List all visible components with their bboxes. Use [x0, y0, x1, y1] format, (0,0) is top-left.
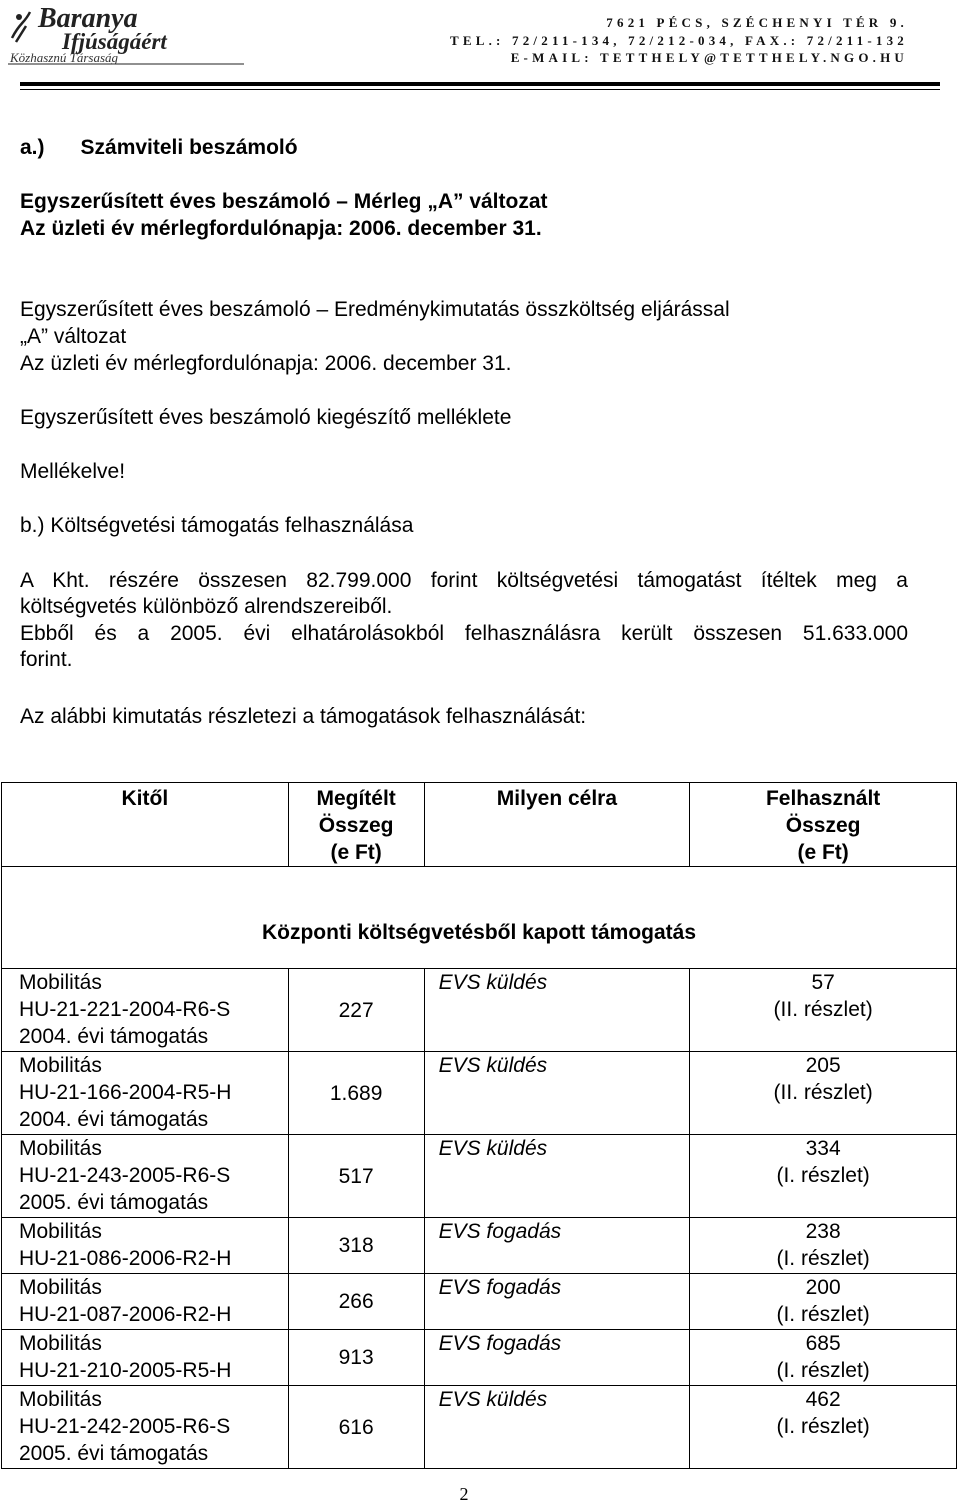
from-line: HU-21-242-2005-R6-S [19, 1415, 231, 1438]
from-line: 2005. évi támogatás [19, 1191, 209, 1214]
used-amount: 57 [811, 971, 835, 994]
section-a-heading [20, 135, 298, 161]
used-amount: 685 [805, 1332, 841, 1355]
header-granted [288, 783, 424, 867]
contact-block [450, 14, 908, 67]
paragraph-2-line-2: forint. [20, 648, 73, 671]
address-line: 7621 PÉCS, SZÉCHENYI TÉR 9. [606, 15, 908, 30]
logo-line-1: Baranya [38, 3, 138, 34]
used-amount: 334 [805, 1137, 841, 1160]
section-title-cell: Központi költségvetésből kapott támogatás [2, 867, 957, 969]
header-purpose: Milyen célra [424, 783, 690, 867]
table-row [2, 1330, 957, 1386]
header-rule-thick [20, 82, 940, 86]
granted-cell: 1.689 [288, 1052, 424, 1135]
granted-cell: 318 [288, 1218, 424, 1274]
income-statement-variant: „A” változat [20, 325, 127, 348]
granted-cell: 227 [288, 969, 424, 1052]
granted-cell: 913 [288, 1330, 424, 1386]
paragraph-1-line-1: A Kht. részére összesen 82.799.000 forint költségvetési támogatást ítéltek meg a [20, 569, 908, 592]
purpose-cell: EVS küldés [424, 1386, 690, 1469]
from-line: 2004. évi támogatás [19, 1108, 209, 1131]
supplement-title: Egyszerűsített éves beszámoló kiegészítő melléklete [20, 406, 512, 429]
header-used-line-3: (e Ft) [797, 841, 849, 864]
from-line: HU-21-086-2006-R2-H [19, 1247, 232, 1270]
granted-cell: 616 [288, 1386, 424, 1469]
from-line: Mobilitás [19, 1137, 102, 1160]
purpose-cell: EVS küldés [424, 969, 690, 1052]
table-row [2, 1218, 957, 1274]
from-line: 2005. évi támogatás [19, 1442, 209, 1465]
from-line: Mobilitás [19, 1388, 102, 1411]
used-amount: 238 [805, 1220, 841, 1243]
used-note: (II. részlet) [773, 998, 873, 1021]
income-statement-title: Egyszerűsített éves beszámoló – Eredménykimutatás összköltség eljárással [20, 298, 730, 321]
logo-line-2: Ifjúságáért [62, 29, 167, 54]
header-granted-line-1: Megítélt [316, 787, 396, 810]
attached-note: Mellékelve! [20, 460, 126, 483]
purpose-cell: EVS küldés [424, 1052, 690, 1135]
header-rule-thin [20, 89, 940, 90]
from-line: HU-21-210-2005-R5-H [19, 1359, 232, 1382]
table-row [2, 1052, 957, 1135]
used-amount: 205 [805, 1054, 841, 1077]
used-note: (I. részlet) [776, 1303, 870, 1326]
purpose-cell: EVS fogadás [424, 1330, 690, 1386]
used-note: (I. részlet) [776, 1164, 870, 1187]
from-line: HU-21-243-2005-R6-S [19, 1164, 231, 1187]
header-used-line-1: Felhasznált [765, 787, 881, 810]
from-line: Mobilitás [19, 1220, 102, 1243]
used-amount: 462 [805, 1388, 841, 1411]
table-row [2, 1135, 957, 1218]
section-title-row [2, 867, 957, 969]
from-line: HU-21-166-2004-R5-H [19, 1081, 232, 1104]
used-note: (I. részlet) [776, 1247, 870, 1270]
paragraph-2-line-1: Ebből és a 2005. évi elhatárolásokból felhasználásra került összesen 51.633.000 [20, 622, 908, 645]
used-note: (I. részlet) [776, 1359, 870, 1382]
section-b-title: b.) Költségvetési támogatás felhasználása [20, 514, 414, 537]
paragraph-1-line-2: költségvetés különböző alrendszereiből. [20, 595, 393, 618]
page-number: 2 [459, 1484, 469, 1504]
balance-sheet-title: Egyszerűsített éves beszámoló – Mérleg „A” változat [20, 190, 548, 213]
header-used [690, 783, 957, 867]
granted-cell: 517 [288, 1135, 424, 1218]
header-granted-line-2: Összeg [318, 814, 394, 837]
used-note: (I. részlet) [776, 1415, 870, 1438]
purpose-cell: EVS fogadás [424, 1218, 690, 1274]
purpose-cell: EVS fogadás [424, 1274, 690, 1330]
section-a-marker: a.) [20, 136, 45, 159]
granted-cell: 266 [288, 1274, 424, 1330]
purpose-cell: EVS küldés [424, 1135, 690, 1218]
used-note: (II. részlet) [773, 1081, 873, 1104]
section-a-title: Számviteli beszámoló [80, 136, 298, 159]
paragraph-3: Az alábbi kimutatás részletezi a támogatások felhasználását: [20, 705, 587, 728]
from-line: 2004. évi támogatás [19, 1025, 209, 1048]
from-line: Mobilitás [19, 1054, 102, 1077]
organization-logo [4, 2, 266, 68]
header-from: Kitől [2, 783, 289, 867]
header-used-line-2: Összeg [785, 814, 861, 837]
logo-line-3: Közhasznú Társaság [10, 50, 119, 65]
phone-line: TEL.: 72/211-134, 72/212-034, FAX.: 72/211-132 [449, 32, 908, 48]
from-line: Mobilitás [19, 971, 102, 994]
table-row [2, 969, 957, 1052]
header-granted-line-3: (e Ft) [330, 841, 382, 864]
from-line: Mobilitás [19, 1332, 102, 1355]
used-amount: 200 [805, 1276, 841, 1299]
table-row [2, 1274, 957, 1330]
from-line: Mobilitás [19, 1276, 102, 1299]
email-line: E-MAIL: TETTHELY@TETTHELY.NGO.HU [510, 50, 908, 65]
balance-sheet-date: Az üzleti év mérlegfordulónapja: 2006. december 31. [20, 217, 542, 240]
support-usage-table [1, 782, 957, 1469]
table-header-row [2, 783, 957, 867]
income-statement-date: Az üzleti év mérlegfordulónapja: 2006. december 31. [20, 352, 512, 375]
table-row [2, 1386, 957, 1469]
from-line: HU-21-221-2004-R6-S [19, 998, 231, 1021]
from-line: HU-21-087-2006-R2-H [19, 1303, 232, 1326]
